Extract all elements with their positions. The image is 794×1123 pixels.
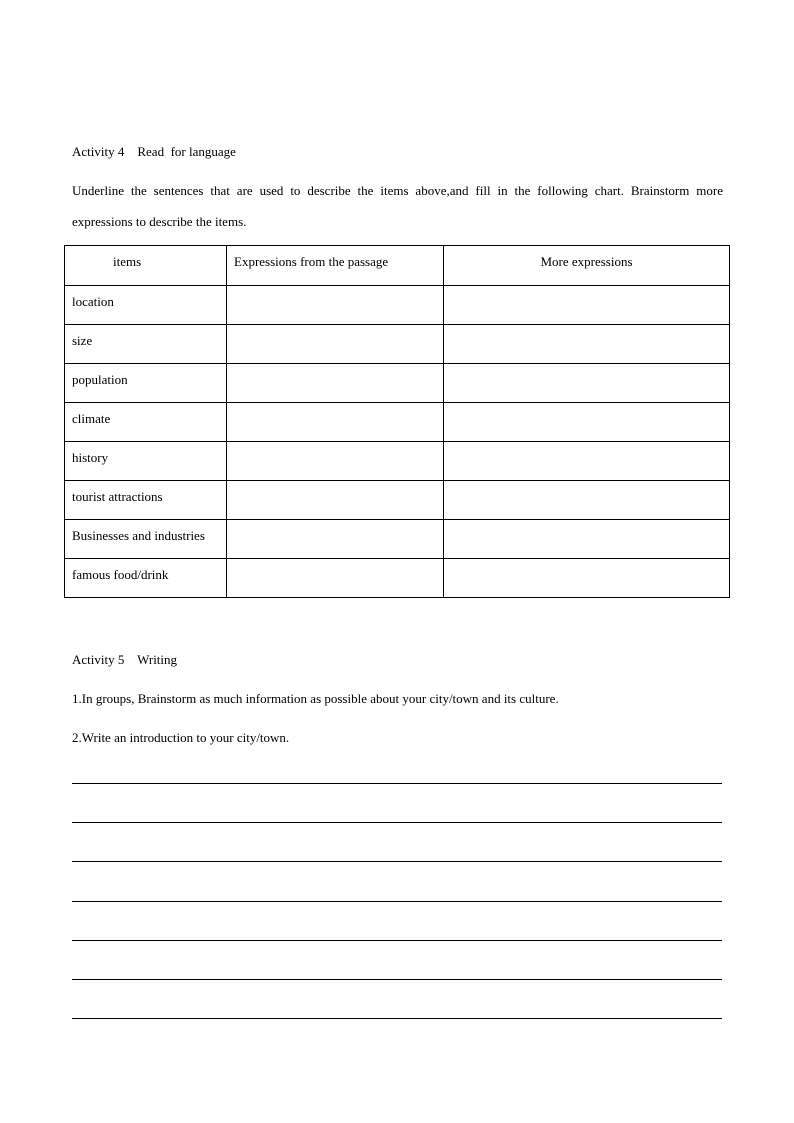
activity5-heading: Activity 5 Writing: [72, 652, 178, 667]
more-expressions-cell[interactable]: [444, 481, 730, 520]
row-label: famous food/drink: [65, 559, 227, 598]
writing-line[interactable]: [72, 940, 722, 941]
chart-header-expressions: Expressions from the passage: [227, 246, 444, 286]
row-label: Businesses and industries: [65, 520, 227, 559]
row-label: location: [65, 286, 227, 325]
row-label: population: [65, 364, 227, 403]
expressions-cell[interactable]: [227, 520, 444, 559]
writing-line[interactable]: [72, 979, 722, 980]
table-row: [65, 481, 730, 520]
table-row: [65, 403, 730, 442]
writing-line[interactable]: [72, 861, 722, 862]
expressions-cell[interactable]: [227, 364, 444, 403]
table-row: [65, 286, 730, 325]
table-row: [65, 364, 730, 403]
chart-header-row: [65, 246, 730, 286]
writing-line[interactable]: [72, 822, 722, 823]
writing-line[interactable]: [72, 901, 722, 902]
writing-line[interactable]: [72, 1018, 722, 1019]
items-chart: [64, 245, 730, 598]
row-label: tourist attractions: [65, 481, 227, 520]
more-expressions-cell[interactable]: [444, 442, 730, 481]
writing-line[interactable]: [72, 783, 722, 784]
activity5-task2: 2.Write an introduction to your city/town.: [72, 730, 290, 745]
table-row: [65, 442, 730, 481]
expressions-cell[interactable]: [227, 403, 444, 442]
expressions-cell[interactable]: [227, 559, 444, 598]
activity5-task1: 1.In groups, Brainstorm as much information as possible about your city/town and its culture.: [72, 691, 559, 706]
table-row: [65, 520, 730, 559]
more-expressions-cell[interactable]: [444, 520, 730, 559]
chart-header-items: items: [65, 246, 227, 286]
table-row: [65, 325, 730, 364]
more-expressions-cell[interactable]: [444, 286, 730, 325]
expressions-cell[interactable]: [227, 481, 444, 520]
activity4-heading: Activity 4 Read for language: [72, 144, 236, 159]
expressions-cell[interactable]: [227, 286, 444, 325]
row-label: size: [65, 325, 227, 364]
activity4-instructions: Underline the sentences that are used to describe the items above,and fill in the following chart. Brainstorm more expressions to describe the items.: [72, 183, 723, 229]
more-expressions-cell[interactable]: [444, 403, 730, 442]
more-expressions-cell[interactable]: [444, 325, 730, 364]
more-expressions-cell[interactable]: [444, 559, 730, 598]
row-label: history: [65, 442, 227, 481]
row-label: climate: [65, 403, 227, 442]
chart-header-more: More expressions: [444, 246, 730, 286]
expressions-cell[interactable]: [227, 442, 444, 481]
more-expressions-cell[interactable]: [444, 364, 730, 403]
expressions-cell[interactable]: [227, 325, 444, 364]
table-row: [65, 559, 730, 598]
